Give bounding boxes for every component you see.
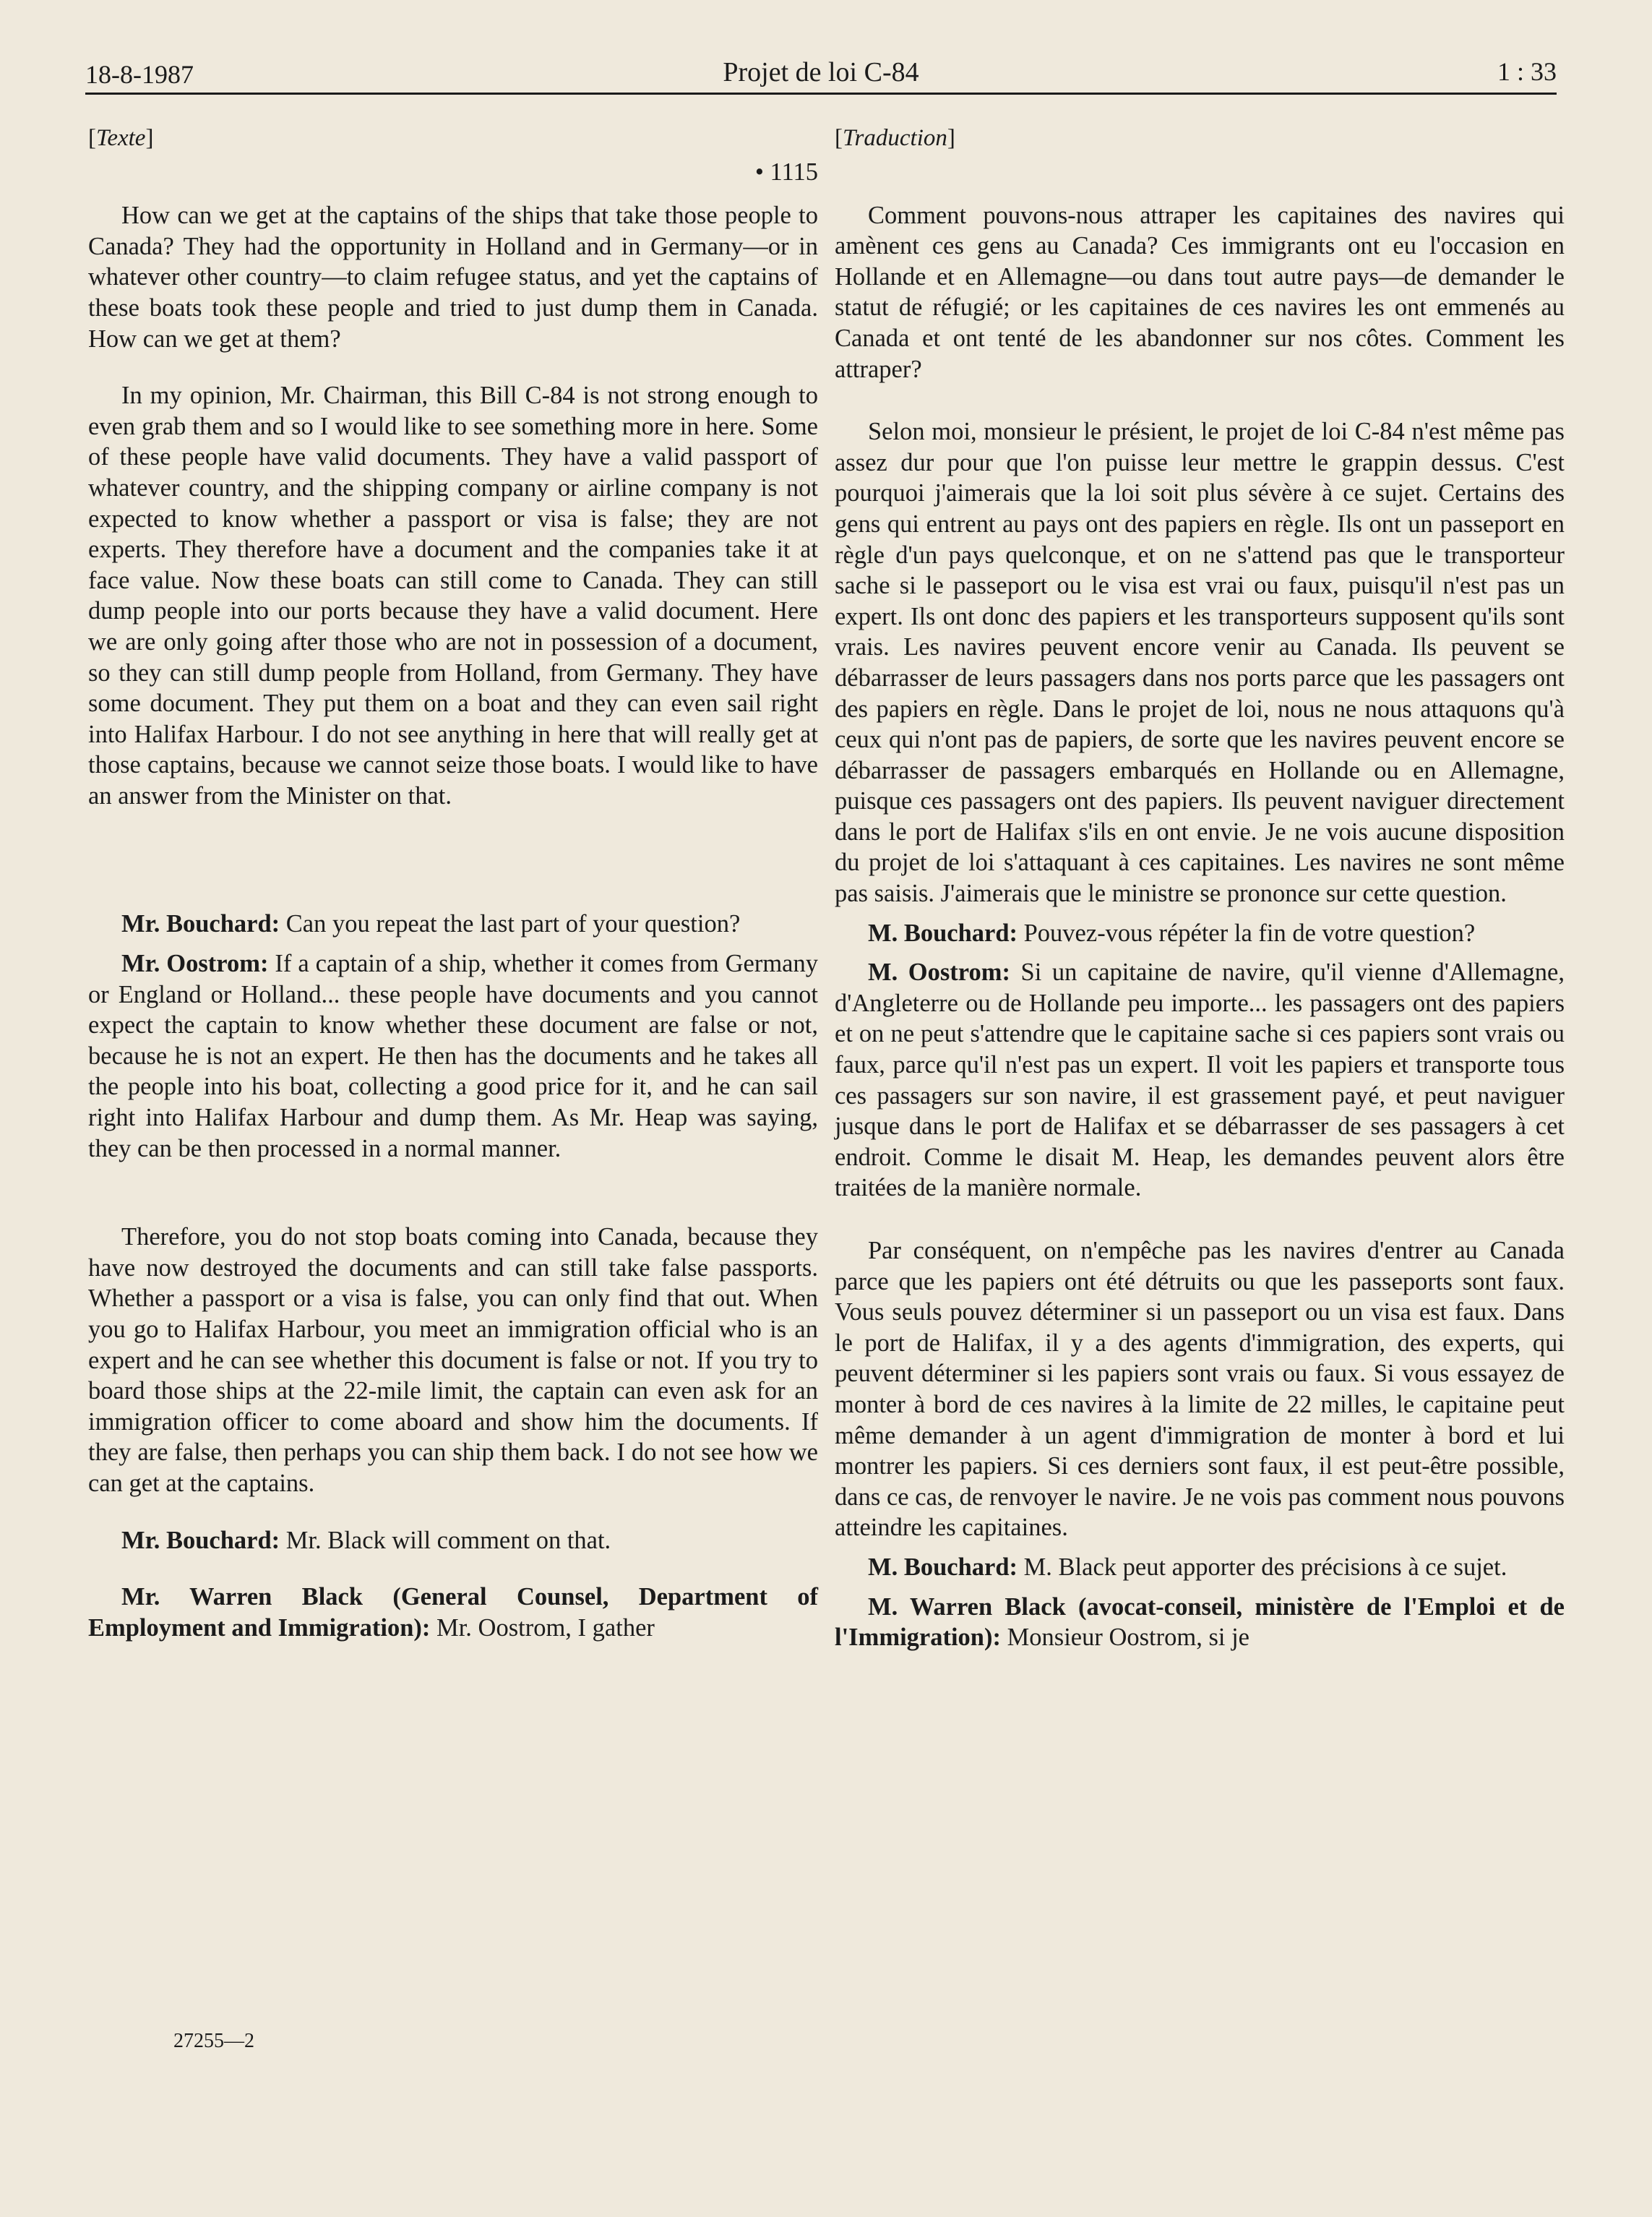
speaker-name: M. Warren Black (avocat-conseil, ministère de l'Emploi et de l'Immigration): xyxy=(835,1592,1565,1652)
speaker-name: M. Oostrom: xyxy=(868,959,1010,987)
paragraph: Comment pouvons-nous attraper les capitaines des navires qui amènent ces gens au Canada? Ces immigrants ont eu l'occasion en Hollande et en Allemagne—ou dans tout autre pays—de demander le statut de réfugié; or les capitaines de ces navires les ont emmenés au Canada et ont tenté de les abandonner sur nos côtes. Comment les attraper? xyxy=(835,201,1565,383)
time-marker: • 1115 xyxy=(754,158,818,186)
language-label-french: [Traduction] xyxy=(835,125,955,151)
speech-black: M. Warren Black (avocat-conseil, ministère de l'Emploi et de l'Immigration): Monsieur Oostrom, si je xyxy=(835,1592,1565,1652)
header-rule xyxy=(85,93,1557,95)
speaker-name: M. Bouchard: xyxy=(868,1553,1018,1581)
header-page-number: 1 : 33 xyxy=(1497,57,1557,86)
paragraph: Selon moi, monsieur le présient, le projet de loi C-84 n'est même pas assez dur pour que l'on puisse leur mettre le grappin dessus. C'est pourquoi j'aimerais que la loi soit plus sévère à ce sujet. Certains des gens qui entrent au pays ont des papiers en règle. Ils ont un passeport en règle d'un pays quelconque, et on ne s'attend pas que le transporteur sache si le passeport ou le visa est vrai ou faux, puisqu'il n'est pas un expert. Ils ont donc des papiers et les transporteurs supposent qu'ils sont vrais. Les navires peuvent encore venir au Canada. Ils peuvent se débarrasser de leurs passagers dans nos ports parce que les passagers ont des papiers en règle. Dans le projet de loi, nous ne nous attaquons qu'à ceux qui n'ont pas de papiers, de sorte que les navires peuvent encore se débarrasser de passagers embarqués en Hollande ou en Allemagne, puisque ces passagers ont des papiers. Ils peuvent naviguer directement dans le port de Halifax s'ils en ont envie. Je ne vois aucune disposition du projet de loi s'attaquant à ces capitaines. Les navires ne sont même pas saisis. J'aimerais que le ministre se prononce sur cette question. xyxy=(835,418,1565,908)
speech-bouchard: Mr. Bouchard: Mr. Black will comment on that. xyxy=(121,1526,611,1554)
paragraph: In my opinion, Mr. Chairman, this Bill C-84 is not strong enough to even grab them and so I would like to see something more in here. Some of these people have valid documents. They have a valid passport of whatever country, and the shipping company or airline company is not expected to know whether a passport or visa is false; they are not experts. They therefore have a document and the companies take it at face value. Now these boats can still come to Canada. They can still dump people into our ports because they have a valid document. Here we are only going after those who are not in possession of a document, so they can still dump people from Holland, from Germany. They have some document. They put them on a boat and they can even sail right into Halifax Harbour. I do not see anything in here that will really get at those captains, because we cannot seize those boats. I would like to have an answer from the Minister on that. xyxy=(88,382,818,810)
speech-bouchard: Mr. Bouchard: Can you repeat the last part of your question? xyxy=(121,910,741,938)
page-header xyxy=(85,52,1557,95)
speaker-name: Mr. Bouchard: xyxy=(121,910,280,938)
paragraph: How can we get at the captains of the ships that take those people to Canada? They had the opportunity in Holland and in Germany—or in whatever other country—to claim refugee status, and yet the captains of these boats took these people and tried to just dump them in Canada. How can we get at them? xyxy=(88,202,818,353)
paragraph: Therefore, you do not stop boats coming into Canada, because they have now destroyed the documents and can still take false passports. Whether a passport or a visa is false, you can only find that out. When you go to Halifax Harbour, you meet an immigration official who is an expert and he can see whether this document is false or not. If you try to board those ships at the 22-mile limit, the captain can even ask for an immigration officer to come aboard and show him the documents. If they are false, then perhaps you can ship them back. I do not see how we can get at the captains. xyxy=(88,1223,818,1497)
language-label-english: [Texte] xyxy=(88,125,154,151)
speaker-name: Mr. Oostrom: xyxy=(121,950,269,978)
paragraph: Par conséquent, on n'empêche pas les navires d'entrer au Canada parce que les papiers ont été détruits ou que les passeports sont faux. Vous seuls pouvez déterminer si un passeport ou un visa est faux. Dans le port de Halifax, il y a des agents d'immigration, des experts, qui peuvent déterminer si les papiers sont vrais ou faux. Si vous essayez de monter à bord de ces navires à la limite de 22 milles, le capitaine peut même demander à un agent d'immigration de monter à bord et lui montrer les papiers. Si ces derniers sont faux, il est peut-être possible, dans ce cas, de renvoyer le navire. Je ne vois pas comment nous pouvons atteindre les capitaines. xyxy=(835,1237,1565,1542)
speech-bouchard: M. Bouchard: Pouvez-vous répéter la fin de votre question? xyxy=(868,919,1476,947)
french-column xyxy=(835,123,1565,1653)
speech-black: Mr. Warren Black (General Counsel, Department of Employment and Immigration): Mr. Oostrom, I gather xyxy=(88,1583,818,1642)
speech-oostrom: M. Oostrom: Si un capitaine de navire, qu'il vienne d'Allemagne, d'Angleterre ou de Hollande peu importe... les passagers ont des papiers et on ne peut s'attendre que le capitaine sache si ces papiers sont vrais ou faux, parce qu'il n'est pas un expert. Il voit les papiers et transporte tous ces passagers sur son navire, il est grassement payé, et peut naviguer jusque dans le port de Halifax et se débarrasser de ses passagers à cet endroit. Comme le disait M. Heap, les demandes peuvent alors être traitées de la manière normale. xyxy=(835,959,1565,1202)
speaker-name: M. Bouchard: xyxy=(868,919,1018,947)
speech-oostrom: Mr. Oostrom: If a captain of a ship, whether it comes from Germany or England or Holland... these people have documents and you cannot expect the captain to know whether these document are false or not, because he is not an expert. He then has the documents and he takes all the people into his boat, collecting a good price for it, and he can sail right into Halifax Harbour and dump them. As Mr. Heap was saying, they can be then processed in a normal manner. xyxy=(88,950,818,1162)
speaker-name: Mr. Warren Black (General Counsel, Department of Employment and Immigration): xyxy=(88,1583,818,1642)
footer-code: 27255—2 xyxy=(173,2030,254,2052)
header-title: Projet de loi C-84 xyxy=(723,57,919,87)
header-date: 18-8-1987 xyxy=(85,60,194,89)
speech-bouchard: M. Bouchard: M. Black peut apporter des précisions à ce sujet. xyxy=(868,1553,1507,1581)
speaker-name: Mr. Bouchard: xyxy=(121,1526,280,1554)
english-column xyxy=(88,123,818,1643)
